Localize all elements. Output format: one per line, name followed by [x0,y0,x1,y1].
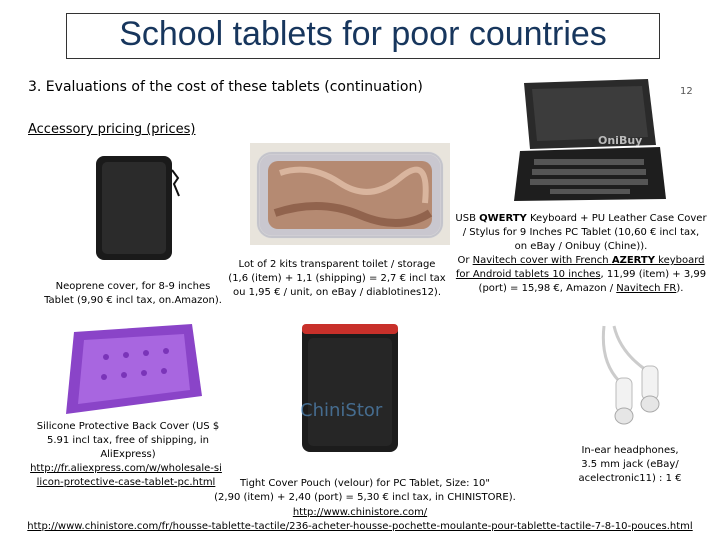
keyboard-text-qwerty: QWERTY [479,213,527,224]
keyboard-text-1c: Keyboard + PU Leather Case Cover / Stylus for 9 Inches PC Tablet (10,60 € incl tax, on eBay / Onibuy (Chine)). [462,213,707,252]
keyboard-text-2b: , 11,99 (item) + 3,99 (port) = 15,98 €, Amazon / [478,269,707,294]
navitech-link-text-3[interactable]: keyboard for Android tablets 10 inches [455,255,705,280]
silicone-caption: Silicone Protective Back Cover (US $ 5.91 incl tax, free of shipping, in AliExpress) [36,421,220,460]
chinistore-product-link[interactable]: http://www.chinistore.com/fr/housse-tablette-tactile/236-acheter-housse-pochette-moulante-pour-tablette-tactile-7-8-10-pouces.html [27,521,693,532]
velour-caption-2: (2,90 (item) + 2,40 (port) = 5,30 € incl tax, in CHINISTORE). [214,492,516,503]
keyboard-text-2c: ). [676,283,684,294]
neoprene-cover-image [92,148,182,266]
toilet-kit-image [250,143,450,245]
headphones-caption: In-ear headphones, 3.5 mm jack (eBay/ acelectronic11) : 1 € [578,445,682,484]
page-title: School tablets for poor countries [119,15,607,53]
keyboard-caption [455,212,707,296]
keyboard-case-image [510,75,668,205]
velour-pouch-image [296,318,406,456]
page-number: 12 [680,86,693,97]
section-heading: 3. Evaluations of the cost of these tablets (continuation) [28,79,423,95]
navitech-fr-link[interactable]: Navitech FR [616,283,677,294]
silicone-cover-image [56,322,206,420]
keyboard-text-1a: USB [455,213,480,224]
chinistore-home-link[interactable]: http://www.chinistore.com/ [292,507,428,518]
neoprene-caption: Neoprene cover, for 8-9 inches Tablet (9,90 € incl tax, on.Amazon). [44,281,222,306]
headphones-image [590,322,690,432]
velour-caption-1: Tight Cover Pouch (velour) for PC Tablet, Size: 10" [239,478,491,489]
onibuy-logo: OniBuy [598,134,643,147]
aliexpress-link[interactable]: http://fr.aliexpress.com/w/wholesale-silicon-protective-case-tablet-pc.html [30,463,222,488]
keyboard-text-2a: Or [457,255,473,266]
toilet-kit-caption: Lot of 2 kits transparent toilet / storage (1,6 (item) + 1,1 (shipping) = 2,7 € incl tax ou 1,95 € / unit, on eBay / diablotines12). [228,259,446,298]
chinistore-logo: ChiniStor [300,400,383,421]
accessory-heading: Accessory pricing (prices) [28,122,196,137]
navitech-link-azerty[interactable]: AZERTY [611,255,655,266]
navitech-link-text-1[interactable]: Navitech cover with French [472,255,612,266]
